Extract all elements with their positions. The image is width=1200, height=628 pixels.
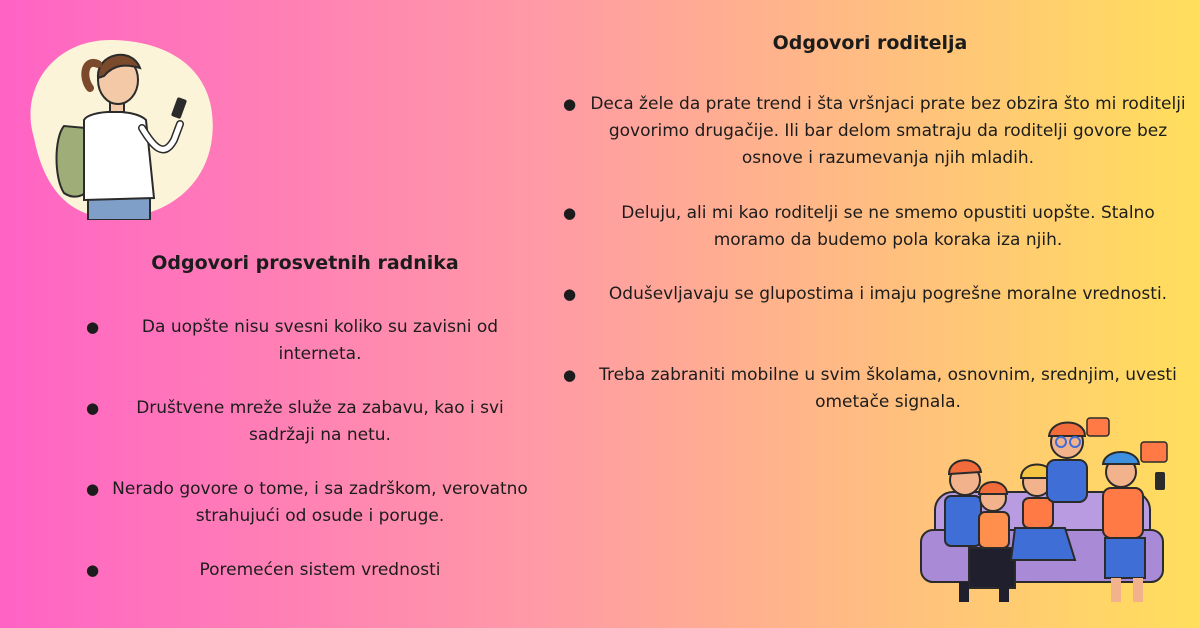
bullet-icon: ● [86,480,100,498]
bullet-icon: ● [86,318,100,336]
bullet-icon: ● [563,95,577,113]
bullet-icon: ● [86,399,100,417]
teachers-answer-item: Poremećen sistem vrednosti [199,560,441,580]
parents-answer-item: Deca žele da prate trend i šta vršnjaci prate bez obzira što mi roditelji govorimo drugačije. Ili bar delom smatraju da roditelji govore bez osnove i razumevanja njih mladih. [590,94,1186,168]
teachers-answer-item: Da uopšte nisu svesni koliko su zavisni od interneta. [141,317,499,364]
girl-with-phone-illustration [14,28,226,220]
teachers-answer-item: Društvene mreže služe za zabavu, kao i svi sadržaji na netu. [136,398,504,445]
teachers-answer-item: Nerado govore o tome, i sa zadrškom, verovatno strahujući od osude i poruge. [112,479,528,526]
teachers-answers-heading: Odgovori prosvetnih radnika [151,252,459,274]
parents-answer-item: Treba zabraniti mobilne u svim školama, osnovnim, srednjim, uvesti ometače signala. [599,365,1177,412]
bullet-icon: ● [563,285,577,303]
bullet-icon: ● [563,204,577,222]
parents-answer-item: Oduševljavaju se glupostima i imaju pogrešne moralne vrednosti. [608,284,1168,304]
family-on-sofa-illustration [915,412,1185,608]
parents-answer-item: Deluju, ali mi kao roditelji se ne smemo opustiti uopšte. Stalno moramo da budemo pola koraka iza njih. [621,203,1155,250]
bullet-icon: ● [563,366,577,384]
parents-answers-heading: Odgovori roditelja [772,32,968,54]
bullet-icon: ● [86,561,100,579]
